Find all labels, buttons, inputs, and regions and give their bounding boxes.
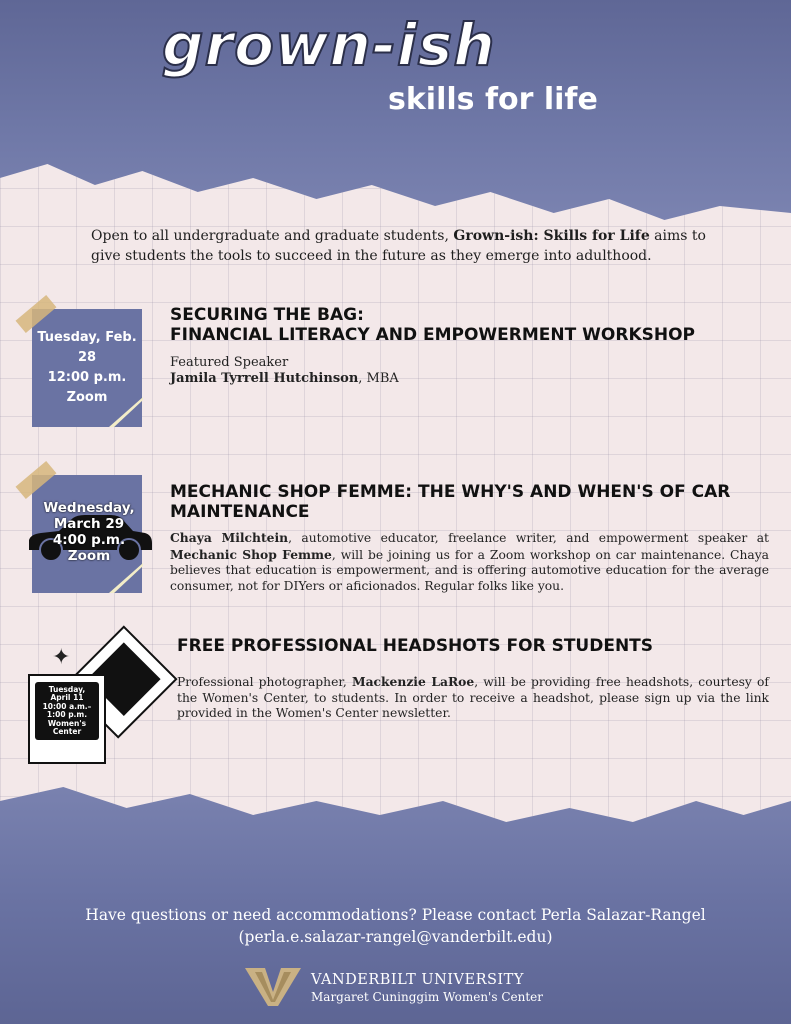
event3-photographer-name: Mackenzie LaRoe	[351, 674, 475, 689]
event1-date-day: Tuesday, Feb. 28	[37, 330, 137, 365]
event1-date-time: 12:00 p.m.	[47, 370, 127, 385]
event2-date-location: Zoom	[67, 548, 111, 564]
event3-title: FREE PROFESSIONAL HEADSHOTS FOR STUDENTS	[177, 636, 654, 656]
event2-date-time: 4:00 p.m.	[52, 532, 126, 548]
event2-text-part2: , will be joining us for a Zoom workshop on car maintenance. Chaya believes that education is empowerment, and is offering automotive education for the average consumer, not for DIYers or aficionados. Regular folks like you.	[170, 547, 769, 593]
contact-info	[0, 904, 791, 948]
intro-paragraph	[91, 226, 711, 266]
event2-date-text	[33, 500, 145, 564]
event2-description	[170, 530, 769, 594]
intro-text-start: Open to all undergraduate and graduate students,	[91, 228, 454, 244]
event3-date-screen	[35, 682, 99, 740]
event3-date-end: 1:00 p.m.	[46, 710, 88, 719]
intro-program-name: Grown-ish: Skills for Life	[453, 228, 650, 244]
event1-title-line1: SECURING THE BAG:	[170, 305, 364, 325]
contact-email[interactable]: (perla.e.salazar-rangel@vanderbilt.edu)	[238, 928, 553, 946]
vanderbilt-logo-icon	[245, 966, 301, 1008]
event1-speaker	[170, 355, 750, 387]
event1-speaker-label: Featured Speaker	[170, 355, 289, 370]
event1-title-line2: FINANCIAL LITERACY AND EMPOWERMENT WORKSHOP	[170, 325, 696, 345]
page-title: grown-ish	[162, 11, 496, 79]
contact-line: Have questions or need accommodations? Please contact Perla Salazar-Rangel	[85, 906, 706, 924]
event2-text-part1: , automotive educator, freelance writer, and empowerment speaker at	[288, 531, 769, 545]
university-name: VANDERBILT UNIVERSITY	[311, 972, 524, 988]
event2-speaker-name: Chaya Milchtein	[170, 530, 289, 545]
event3-text-part2: , will be providing free headshots, courtesy of the Women's Center, to students. In order to receive a headshot, please sign up via the link provided in the Women's Center newsletter.	[177, 675, 769, 720]
event1-date-location: Zoom	[66, 390, 108, 405]
event1-date-card	[32, 309, 142, 427]
event3-text-part1: Professional photographer,	[177, 675, 352, 689]
event2-date-month: March 29	[53, 516, 125, 532]
event3-date-location1: Women's	[47, 718, 87, 728]
event3-date-day: Tuesday,	[48, 684, 86, 694]
center-name: Margaret Cuninggim Women's Center	[311, 990, 543, 1004]
event2-date-day: Wednesday,	[43, 500, 135, 516]
event1-speaker-name: Jamila Tyrrell Hutchinson	[170, 371, 359, 386]
event1-speaker-credential: , MBA	[358, 371, 399, 386]
event2-title: MECHANIC SHOP FEMME: THE WHY'S AND WHEN'S OF CAR MAINTENANCE	[170, 482, 731, 522]
event3-date-location2: Center	[52, 727, 82, 736]
sparkle-icon: ✦	[52, 645, 71, 670]
intro-text-end: aims to give students the tools to succeed in the future as they emerge into adulthood.	[91, 228, 706, 264]
event3-date-card	[28, 674, 106, 764]
page-subtitle: skills for life	[388, 82, 598, 117]
event3-date-start: 10:00 a.m.–	[42, 701, 92, 711]
event1-title	[170, 305, 770, 345]
event3-description	[177, 674, 769, 722]
event3-date-month: April 11	[50, 693, 84, 702]
event2-org-name: Mechanic Shop Femme	[170, 546, 332, 562]
